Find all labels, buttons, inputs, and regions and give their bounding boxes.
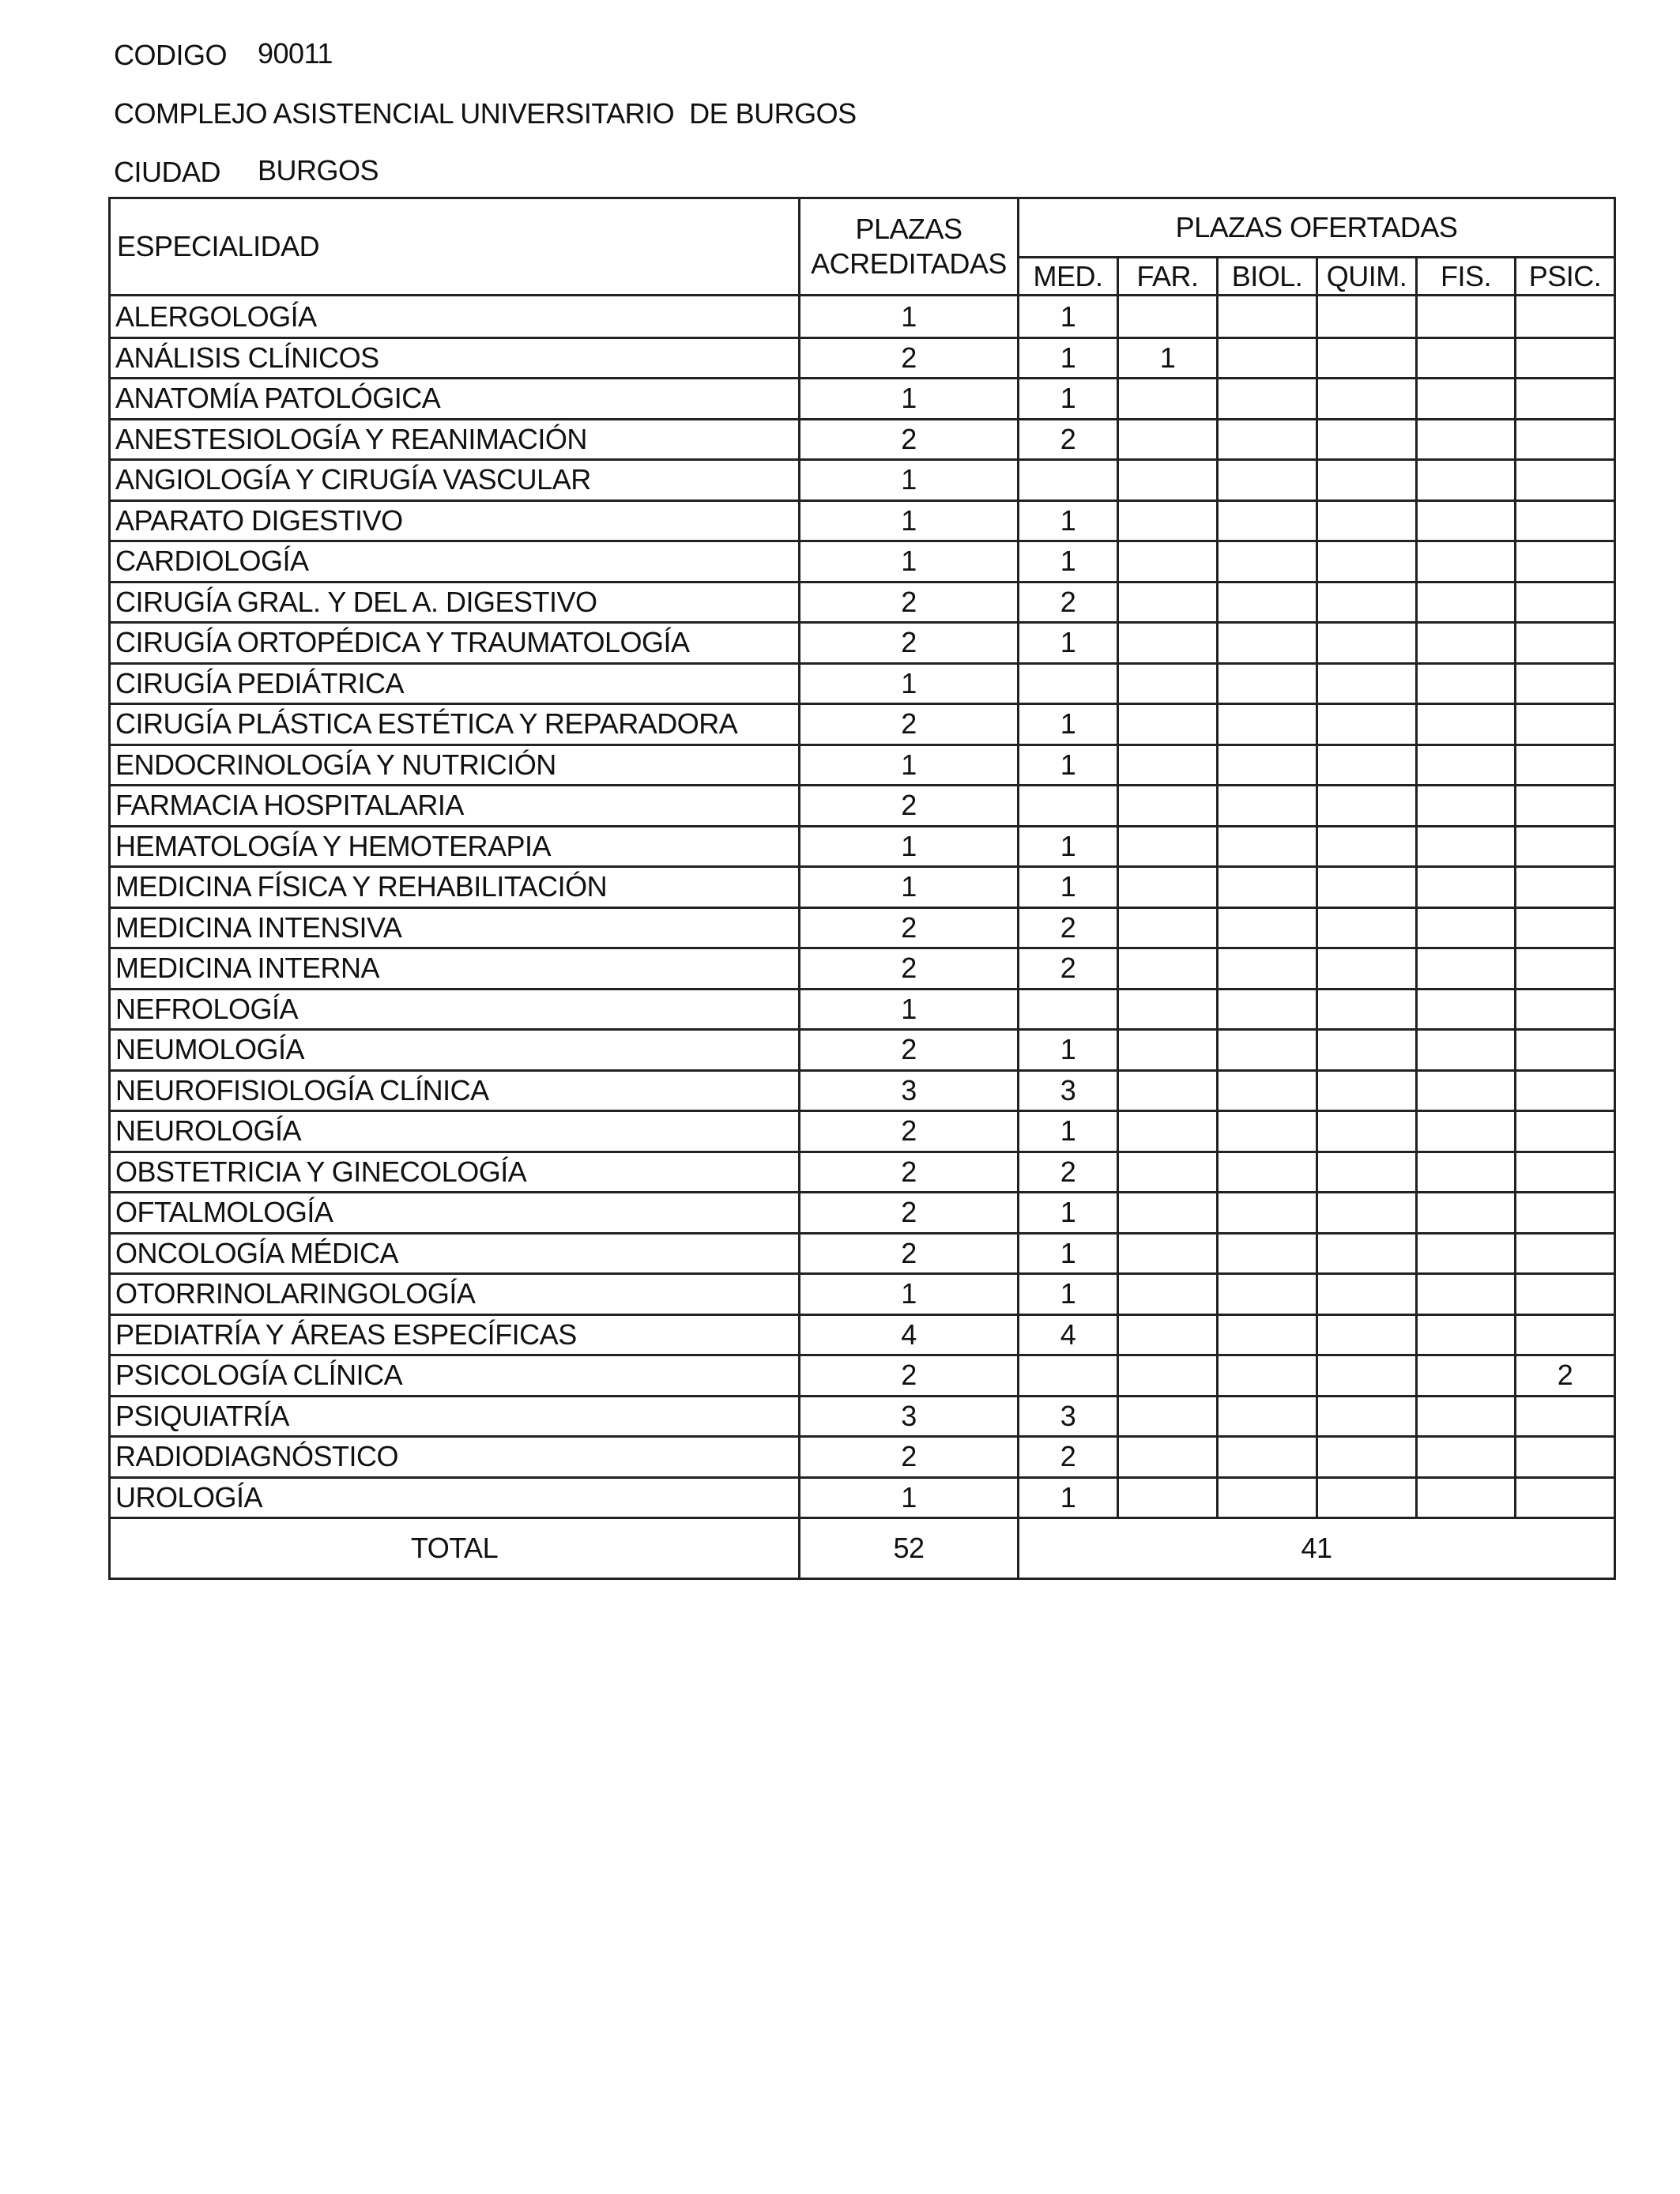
psic-cell <box>1516 745 1615 786</box>
med-cell: 1 <box>1019 379 1118 420</box>
psic-cell <box>1516 1152 1615 1193</box>
accredited-cell: 1 <box>800 460 1019 501</box>
accredited-cell: 2 <box>800 1111 1019 1152</box>
accredited-cell: 2 <box>800 1193 1019 1234</box>
far-cell: 1 <box>1118 337 1218 379</box>
med-cell: 1 <box>1019 745 1118 786</box>
table-row <box>110 541 1615 582</box>
far-cell <box>1118 1233 1218 1274</box>
biol-cell <box>1218 1477 1317 1518</box>
accredited-cell: 1 <box>800 296 1019 338</box>
biol-cell <box>1218 704 1317 745</box>
fis-cell <box>1417 582 1516 623</box>
med-cell: 2 <box>1019 419 1118 460</box>
far-cell <box>1118 907 1218 948</box>
biol-cell <box>1218 623 1317 664</box>
med-cell: 1 <box>1019 541 1118 582</box>
specialty-cell: CIRUGÍA PEDIÁTRICA <box>110 663 800 704</box>
fis-cell <box>1417 296 1516 338</box>
accredited-cell: 2 <box>800 1030 1019 1071</box>
med-cell: 1 <box>1019 704 1118 745</box>
far-cell <box>1118 704 1218 745</box>
far-cell <box>1118 1193 1218 1234</box>
quim-cell <box>1317 826 1417 867</box>
far-cell <box>1118 1030 1218 1071</box>
table-row <box>110 1477 1615 1518</box>
med-cell: 2 <box>1019 1152 1118 1193</box>
table-row <box>110 379 1615 420</box>
psic-cell <box>1516 786 1615 827</box>
fis-cell <box>1417 1193 1516 1234</box>
psic-cell <box>1516 867 1615 908</box>
quim-cell <box>1317 1233 1417 1274</box>
fis-cell <box>1417 1437 1516 1478</box>
specialty-cell: OBSTETRICIA Y GINECOLOGÍA <box>110 1152 800 1193</box>
fis-cell <box>1417 1314 1516 1355</box>
psic-cell <box>1516 419 1615 460</box>
table-row <box>110 907 1615 948</box>
biol-cell <box>1218 1152 1317 1193</box>
med-cell: 2 <box>1019 582 1118 623</box>
specialty-cell: ANESTESIOLOGÍA Y REANIMACIÓN <box>110 419 800 460</box>
far-cell <box>1118 867 1218 908</box>
table-row <box>110 989 1615 1030</box>
fis-cell <box>1417 867 1516 908</box>
far-cell <box>1118 623 1218 664</box>
biol-cell <box>1218 1274 1317 1315</box>
fis-cell <box>1417 1355 1516 1397</box>
quim-cell <box>1317 1193 1417 1234</box>
sub-column-header: FAR. <box>1118 258 1218 296</box>
table-row <box>110 663 1615 704</box>
accredited-cell: 2 <box>800 948 1019 990</box>
code-value: 90011 <box>258 37 333 70</box>
biol-cell <box>1218 867 1317 908</box>
total-row <box>110 1518 1615 1579</box>
far-cell <box>1118 1070 1218 1111</box>
biol-cell <box>1218 989 1317 1030</box>
psic-cell <box>1516 337 1615 379</box>
med-cell <box>1019 460 1118 501</box>
accredited-cell: 1 <box>800 1477 1019 1518</box>
far-cell <box>1118 1477 1218 1518</box>
far-cell <box>1118 500 1218 541</box>
med-cell: 1 <box>1019 1233 1118 1274</box>
biol-cell <box>1218 1070 1317 1111</box>
accredited-cell: 2 <box>800 907 1019 948</box>
quim-cell <box>1317 1437 1417 1478</box>
fis-cell <box>1417 1070 1516 1111</box>
specialty-cell: APARATO DIGESTIVO <box>110 500 800 541</box>
accredited-cell: 2 <box>800 582 1019 623</box>
accredited-cell: 2 <box>800 786 1019 827</box>
total-offered: 41 <box>1019 1518 1615 1579</box>
psic-cell <box>1516 582 1615 623</box>
table-row <box>110 1314 1615 1355</box>
specialty-cell: NEFROLOGÍA <box>110 989 800 1030</box>
specialty-cell: NEUMOLOGÍA <box>110 1030 800 1071</box>
fis-cell <box>1417 826 1516 867</box>
biol-cell <box>1218 419 1317 460</box>
psic-cell <box>1516 1070 1615 1111</box>
accredited-cell: 3 <box>800 1070 1019 1111</box>
table-row <box>110 704 1615 745</box>
far-cell <box>1118 419 1218 460</box>
sub-column-header: FIS. <box>1417 258 1516 296</box>
table-row <box>110 1193 1615 1234</box>
med-cell: 3 <box>1019 1070 1118 1111</box>
specialty-cell: ONCOLOGÍA MÉDICA <box>110 1233 800 1274</box>
quim-cell <box>1317 460 1417 501</box>
specialty-cell: NEUROFISIOLOGÍA CLÍNICA <box>110 1070 800 1111</box>
psic-cell <box>1516 500 1615 541</box>
fis-cell <box>1417 1477 1516 1518</box>
biol-cell <box>1218 1193 1317 1234</box>
biol-cell <box>1218 1233 1317 1274</box>
table-body <box>110 296 1615 1518</box>
col-specialty-header: ESPECIALIDAD <box>110 198 800 296</box>
quim-cell <box>1317 704 1417 745</box>
table-row <box>110 745 1615 786</box>
table-row <box>110 337 1615 379</box>
fis-cell <box>1417 786 1516 827</box>
table-row <box>110 1355 1615 1397</box>
quim-cell <box>1317 786 1417 827</box>
biol-cell <box>1218 296 1317 338</box>
specialty-cell: PSIQUIATRÍA <box>110 1396 800 1437</box>
specialty-cell: PEDIATRÍA Y ÁREAS ESPECÍFICAS <box>110 1314 800 1355</box>
code-label: CODIGO <box>114 39 228 71</box>
psic-cell <box>1516 663 1615 704</box>
psic-cell: 2 <box>1516 1355 1615 1397</box>
accredited-cell: 2 <box>800 704 1019 745</box>
table-row <box>110 1030 1615 1071</box>
table-row <box>110 1274 1615 1315</box>
far-cell <box>1118 948 1218 990</box>
quim-cell <box>1317 623 1417 664</box>
fis-cell <box>1417 907 1516 948</box>
table-row <box>110 948 1615 990</box>
specialty-cell: CIRUGÍA GRAL. Y DEL A. DIGESTIVO <box>110 582 800 623</box>
col-accredited-line1: PLAZAS <box>855 213 962 245</box>
biol-cell <box>1218 1437 1317 1478</box>
city-label: CIUDAD <box>114 156 221 188</box>
specialty-cell: NEUROLOGÍA <box>110 1111 800 1152</box>
fis-cell <box>1417 337 1516 379</box>
quim-cell <box>1317 1070 1417 1111</box>
quim-cell <box>1317 500 1417 541</box>
table-row <box>110 867 1615 908</box>
far-cell <box>1118 1314 1218 1355</box>
med-cell: 1 <box>1019 337 1118 379</box>
psic-cell <box>1516 1314 1615 1355</box>
med-cell: 1 <box>1019 500 1118 541</box>
psic-cell <box>1516 1437 1615 1478</box>
med-cell: 1 <box>1019 1274 1118 1315</box>
specialty-cell: ANGIOLOGÍA Y CIRUGÍA VASCULAR <box>110 460 800 501</box>
quim-cell <box>1317 1111 1417 1152</box>
accredited-cell: 4 <box>800 1314 1019 1355</box>
psic-cell <box>1516 826 1615 867</box>
fis-cell <box>1417 989 1516 1030</box>
fis-cell <box>1417 704 1516 745</box>
table-row <box>110 582 1615 623</box>
quim-cell <box>1317 907 1417 948</box>
biol-cell <box>1218 1355 1317 1397</box>
table-row <box>110 1070 1615 1111</box>
psic-cell <box>1516 1111 1615 1152</box>
accredited-cell: 2 <box>800 419 1019 460</box>
psic-cell <box>1516 1030 1615 1071</box>
specialty-cell: RADIODIAGNÓSTICO <box>110 1437 800 1478</box>
col-accredited-header <box>800 198 1019 296</box>
quim-cell <box>1317 1152 1417 1193</box>
fis-cell <box>1417 1396 1516 1437</box>
sub-column-header: BIOL. <box>1218 258 1317 296</box>
fis-cell <box>1417 623 1516 664</box>
fis-cell <box>1417 379 1516 420</box>
psic-cell <box>1516 948 1615 990</box>
quim-cell <box>1317 1477 1417 1518</box>
quim-cell <box>1317 1396 1417 1437</box>
specialty-cell: ANÁLISIS CLÍNICOS <box>110 337 800 379</box>
fis-cell <box>1417 1111 1516 1152</box>
quim-cell <box>1317 867 1417 908</box>
fis-cell <box>1417 663 1516 704</box>
hospital-name: COMPLEJO ASISTENCIAL UNIVERSITARIO DE BURGOS <box>114 97 857 130</box>
sub-column-header: MED. <box>1019 258 1118 296</box>
total-label: TOTAL <box>110 1518 800 1579</box>
med-cell: 1 <box>1019 1193 1118 1234</box>
specialty-cell: UROLOGÍA <box>110 1477 800 1518</box>
accredited-cell: 1 <box>800 500 1019 541</box>
specialties-table <box>108 197 1616 1580</box>
med-cell: 3 <box>1019 1396 1118 1437</box>
med-cell: 4 <box>1019 1314 1118 1355</box>
accredited-cell: 2 <box>800 337 1019 379</box>
far-cell <box>1118 1111 1218 1152</box>
med-cell: 1 <box>1019 867 1118 908</box>
specialty-cell: MEDICINA INTERNA <box>110 948 800 990</box>
quim-cell <box>1317 1030 1417 1071</box>
accredited-cell: 2 <box>800 1437 1019 1478</box>
quim-cell <box>1317 379 1417 420</box>
quim-cell <box>1317 1355 1417 1397</box>
biol-cell <box>1218 1396 1317 1437</box>
table-row <box>110 1396 1615 1437</box>
col-offered-header: PLAZAS OFERTADAS <box>1019 198 1615 258</box>
far-cell <box>1118 296 1218 338</box>
accredited-cell: 2 <box>800 1233 1019 1274</box>
accredited-cell: 2 <box>800 623 1019 664</box>
accredited-cell: 3 <box>800 1396 1019 1437</box>
specialty-cell: OTORRINOLARINGOLOGÍA <box>110 1274 800 1315</box>
fis-cell <box>1417 419 1516 460</box>
med-cell: 1 <box>1019 296 1118 338</box>
sub-column-header: PSIC. <box>1516 258 1615 296</box>
psic-cell <box>1516 623 1615 664</box>
accredited-cell: 1 <box>800 663 1019 704</box>
biol-cell <box>1218 1111 1317 1152</box>
specialty-cell: MEDICINA INTENSIVA <box>110 907 800 948</box>
accredited-cell: 1 <box>800 989 1019 1030</box>
quim-cell <box>1317 582 1417 623</box>
med-cell: 1 <box>1019 623 1118 664</box>
biol-cell <box>1218 460 1317 501</box>
table-row <box>110 419 1615 460</box>
accredited-cell: 1 <box>800 826 1019 867</box>
med-cell: 2 <box>1019 1437 1118 1478</box>
biol-cell <box>1218 1314 1317 1355</box>
table-row <box>110 1233 1615 1274</box>
far-cell <box>1118 663 1218 704</box>
med-cell: 1 <box>1019 1030 1118 1071</box>
fis-cell <box>1417 460 1516 501</box>
far-cell <box>1118 582 1218 623</box>
table-row <box>110 623 1615 664</box>
psic-cell <box>1516 1233 1615 1274</box>
far-cell <box>1118 745 1218 786</box>
biol-cell <box>1218 907 1317 948</box>
sub-column-header: QUIM. <box>1317 258 1417 296</box>
psic-cell <box>1516 296 1615 338</box>
quim-cell <box>1317 663 1417 704</box>
fis-cell <box>1417 745 1516 786</box>
quim-cell <box>1317 1274 1417 1315</box>
specialty-cell: PSICOLOGÍA CLÍNICA <box>110 1355 800 1397</box>
table-row <box>110 826 1615 867</box>
med-cell <box>1019 663 1118 704</box>
fis-cell <box>1417 541 1516 582</box>
biol-cell <box>1218 663 1317 704</box>
far-cell <box>1118 1152 1218 1193</box>
psic-cell <box>1516 907 1615 948</box>
biol-cell <box>1218 786 1317 827</box>
accredited-cell: 1 <box>800 379 1019 420</box>
table-row <box>110 786 1615 827</box>
fis-cell <box>1417 1030 1516 1071</box>
psic-cell <box>1516 460 1615 501</box>
city-value: BURGOS <box>258 154 379 187</box>
psic-cell <box>1516 1274 1615 1315</box>
far-cell <box>1118 379 1218 420</box>
accredited-cell: 1 <box>800 867 1019 908</box>
biol-cell <box>1218 541 1317 582</box>
fis-cell <box>1417 1233 1516 1274</box>
specialty-cell: FARMACIA HOSPITALARIA <box>110 786 800 827</box>
far-cell <box>1118 826 1218 867</box>
psic-cell <box>1516 704 1615 745</box>
med-cell: 2 <box>1019 907 1118 948</box>
accredited-cell: 2 <box>800 1152 1019 1193</box>
psic-cell <box>1516 989 1615 1030</box>
biol-cell <box>1218 826 1317 867</box>
med-cell <box>1019 1355 1118 1397</box>
table-row <box>110 500 1615 541</box>
far-cell <box>1118 1437 1218 1478</box>
med-cell: 2 <box>1019 948 1118 990</box>
specialty-cell: CARDIOLOGÍA <box>110 541 800 582</box>
far-cell <box>1118 1274 1218 1315</box>
accredited-cell: 1 <box>800 541 1019 582</box>
accredited-cell: 1 <box>800 745 1019 786</box>
specialty-cell: ANATOMÍA PATOLÓGICA <box>110 379 800 420</box>
biol-cell <box>1218 500 1317 541</box>
fis-cell <box>1417 948 1516 990</box>
far-cell <box>1118 786 1218 827</box>
table-row <box>110 1152 1615 1193</box>
psic-cell <box>1516 379 1615 420</box>
quim-cell <box>1317 948 1417 990</box>
med-cell <box>1019 989 1118 1030</box>
col-accredited-line2: ACREDITADAS <box>811 247 1007 280</box>
specialty-cell: CIRUGÍA ORTOPÉDICA Y TRAUMATOLOGÍA <box>110 623 800 664</box>
biol-cell <box>1218 379 1317 420</box>
far-cell <box>1118 541 1218 582</box>
specialty-cell: CIRUGÍA PLÁSTICA ESTÉTICA Y REPARADORA <box>110 704 800 745</box>
med-cell: 1 <box>1019 826 1118 867</box>
specialty-cell: ENDOCRINOLOGÍA Y NUTRICIÓN <box>110 745 800 786</box>
quim-cell <box>1317 745 1417 786</box>
biol-cell <box>1218 948 1317 990</box>
quim-cell <box>1317 1314 1417 1355</box>
biol-cell <box>1218 745 1317 786</box>
specialty-cell: OFTALMOLOGÍA <box>110 1193 800 1234</box>
quim-cell <box>1317 541 1417 582</box>
psic-cell <box>1516 1477 1615 1518</box>
quim-cell <box>1317 989 1417 1030</box>
table-row <box>110 1111 1615 1152</box>
psic-cell <box>1516 1396 1615 1437</box>
psic-cell <box>1516 1193 1615 1234</box>
far-cell <box>1118 460 1218 501</box>
far-cell <box>1118 989 1218 1030</box>
table-row <box>110 460 1615 501</box>
specialty-cell: MEDICINA FÍSICA Y REHABILITACIÓN <box>110 867 800 908</box>
biol-cell <box>1218 1030 1317 1071</box>
table-row <box>110 1437 1615 1478</box>
specialty-cell: ALERGOLOGÍA <box>110 296 800 338</box>
biol-cell <box>1218 337 1317 379</box>
fis-cell <box>1417 1274 1516 1315</box>
table-row <box>110 296 1615 338</box>
quim-cell <box>1317 337 1417 379</box>
biol-cell <box>1218 582 1317 623</box>
med-cell <box>1019 786 1118 827</box>
accredited-cell: 2 <box>800 1355 1019 1397</box>
med-cell: 1 <box>1019 1477 1118 1518</box>
med-cell: 1 <box>1019 1111 1118 1152</box>
psic-cell <box>1516 541 1615 582</box>
accredited-cell: 1 <box>800 1274 1019 1315</box>
specialty-cell: HEMATOLOGÍA Y HEMOTERAPIA <box>110 826 800 867</box>
fis-cell <box>1417 1152 1516 1193</box>
fis-cell <box>1417 500 1516 541</box>
total-accredited: 52 <box>800 1518 1019 1579</box>
quim-cell <box>1317 296 1417 338</box>
quim-cell <box>1317 419 1417 460</box>
far-cell <box>1118 1355 1218 1397</box>
far-cell <box>1118 1396 1218 1437</box>
